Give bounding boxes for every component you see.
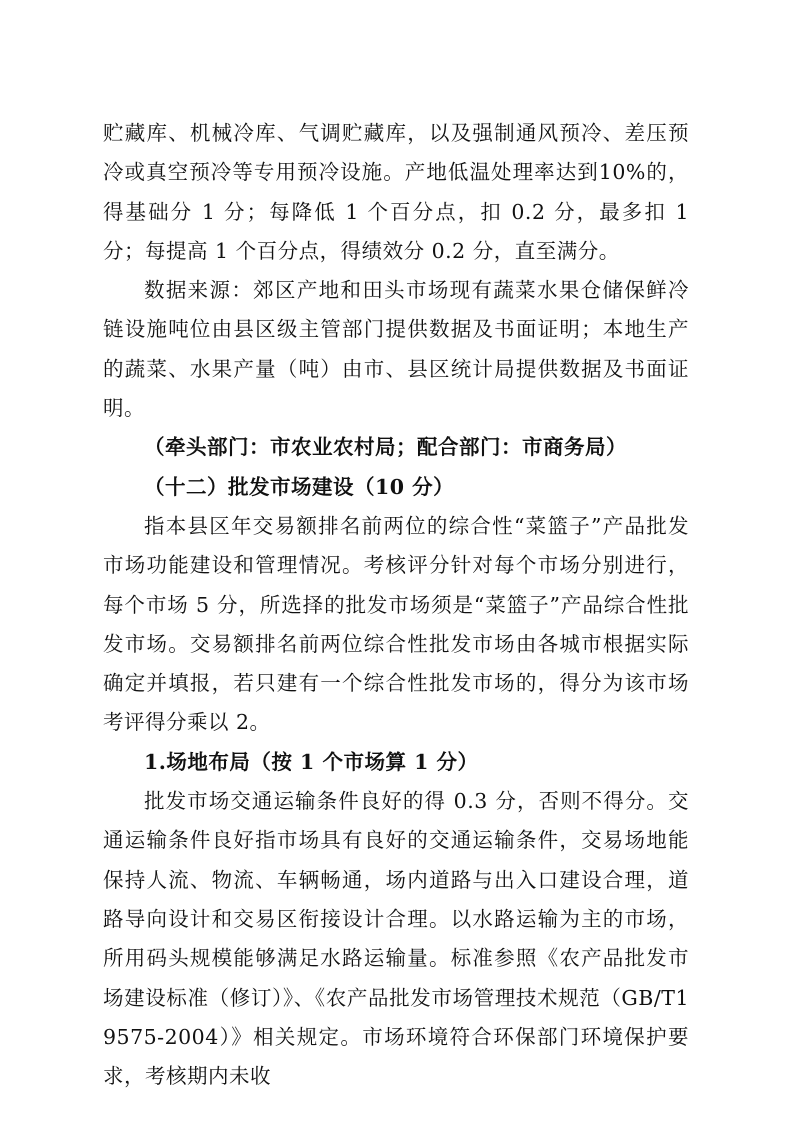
body-paragraph-site-layout: 批发市场交通运输条件良好的得 0.3 分，否则不得分。交通运输条件良好指市场具有良好的交通运输条件，交易场地能保持人流、物流、车辆畅通，场内道路与出入口建设合理，道路导向设计和交易区衔接设计合理。以水路运输为主的市场，所用码头规模能够满足水路运输量。标准参照《农产品批发市场建设标准（修订）》、《农产品批发市场管理技术规范（GB/T19575-2004）》相关规定。市场环境符合环保部门环境保护要求，考核期内未收 (103, 789, 689, 1089)
sub-heading: 1.场地布局（按 1 个市场算 1 分） (144, 749, 479, 774)
body-paragraph-cold-storage: 贮藏库、机械冷库、气调贮藏库，以及强制通风预冷、差压预冷或真空预冷等专用预冷设施。产地低温处理率达到10%的，得基础分 1 分；每降低 1 个百分点，扣 0.2 分，最多扣 1 分；每提高 1 个百分点，得绩效分 0.2 分，直至满分。 (103, 121, 689, 263)
document-body (103, 114, 689, 1096)
body-paragraph-data-source: 数据来源：郊区产地和田头市场现有蔬菜水果仓储保鲜冷链设施吨位由县区级主管部门提供数据及书面证明；本地生产的蔬菜、水果产量（吨）由市、县区统计局提供数据及书面证明。 (103, 278, 689, 421)
department-line: （牵头部门：市农业农村局；配合部门：市商务局） (144, 435, 627, 460)
body-paragraph-wholesale-market: 指本县区年交易额排名前两位的综合性“菜篮子”产品批发市场功能建设和管理情况。考核评分针对每个市场分别进行，每个市场 5 分，所选择的批发市场须是“菜篮子”产品综合性批发市场。交易额排名前两位综合性批发市场由各城市根据实际确定并填报，若只建有一个综合性批发市场的，得分为该市场考评得分乘以 2。 (103, 513, 689, 735)
section-heading: （十二）批发市场建设（10 分） (144, 474, 455, 499)
